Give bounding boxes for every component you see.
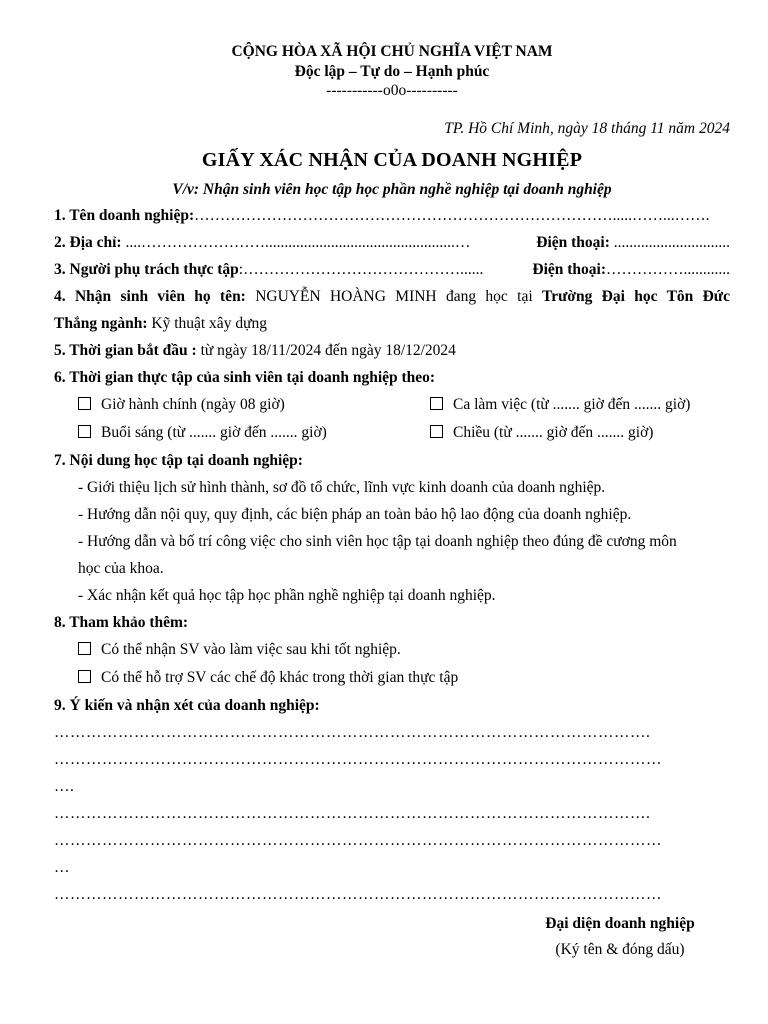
content-item: - Giới thiệu lịch sử hình thành, sơ đồ tổ chức, lĩnh vực kinh doanh của doanh nghiệp. (78, 479, 606, 496)
comment-line: …. (54, 778, 75, 795)
option-other-support[interactable] (78, 664, 730, 692)
supervisor-row (54, 256, 730, 283)
content-item: - Xác nhận kết quả học tập học phần nghề nghiệp tại doanh nghiệp. (78, 587, 496, 604)
signature-title-text: Đại diện doanh nghiệp (545, 915, 695, 932)
extra-label: 8. Tham khảo thêm: (54, 614, 189, 631)
option-shift[interactable] (430, 391, 754, 419)
address-row (54, 229, 730, 256)
content-item: - Hướng dẫn và bố trí công việc cho sinh viên học tập tại doanh nghiệp theo đúng đề cương môn (78, 533, 677, 550)
supervisor-label: 3. Người phụ trách thực tập (54, 261, 239, 278)
company-name-fill: ……………………………………………………………………….....……...……. (194, 207, 710, 224)
start-time-line (54, 337, 730, 364)
checkbox[interactable] (430, 425, 443, 438)
student-label: 4. Nhận sinh viên họ tên: (54, 288, 246, 305)
address-field[interactable] (54, 229, 470, 256)
address-fill: ....…………………….................................................… (121, 234, 471, 251)
schedule-heading (54, 364, 730, 391)
option-label: Có thể nhận SV vào làm việc sau khi tốt nghiệp. (101, 641, 401, 658)
checkbox[interactable] (78, 670, 91, 683)
document-subtitle: V/v: Nhận sinh viên học tập học phần nghề nghiệp tại doanh nghiệp (172, 181, 612, 198)
comment-line: …………………………………………………………………………………………………… (54, 832, 662, 849)
company-name-field[interactable] (54, 202, 730, 229)
checkbox[interactable] (78, 397, 91, 410)
option-office-hours[interactable] (78, 391, 430, 419)
option-morning[interactable] (78, 419, 430, 447)
extra-heading (54, 609, 730, 636)
schedule-label: 6. Thời gian thực tập của sinh viên tại doanh nghiệp theo: (54, 369, 436, 386)
content-item-cont: học của khoa. (78, 560, 164, 577)
comments-heading (54, 692, 730, 719)
start-time-value: từ ngày 18/11/2024 đến ngày 18/12/2024 (196, 342, 456, 359)
national-motto: Độc lập – Tự do – Hạnh phúc (294, 63, 490, 80)
signature-block (54, 908, 730, 968)
header-separator: -----------o0o---------- (326, 82, 458, 99)
schedule-options (78, 391, 730, 447)
comment-line: …………………………………………………………………………………………………… (54, 751, 662, 768)
signature-title (520, 912, 720, 936)
comment-line: … (54, 859, 70, 876)
school-name: Trường Đại học Tôn Đức (542, 288, 730, 305)
company-name-label: 1. Tên doanh nghiệp: (54, 207, 195, 224)
student-major-line (54, 310, 730, 337)
company-phone-fill: .............................. (609, 234, 730, 251)
supervisor-fill: :……………………………………...... (238, 261, 484, 278)
company-phone-field[interactable] (536, 229, 730, 256)
comments-area[interactable] (54, 719, 730, 908)
supervisor-phone-field[interactable] (532, 256, 730, 283)
comments-label: 9. Ý kiến và nhận xét của doanh nghiệp: (54, 697, 320, 714)
content-label: 7. Nội dung học tập tại doanh nghiệp: (54, 452, 303, 469)
comment-line: …………………………………………………………………………………………………. (54, 805, 651, 822)
option-label: Buổi sáng (từ ....... giờ đến ....... giờ) (101, 424, 327, 441)
option-hire-after-graduation[interactable] (78, 636, 730, 664)
major-label: ngành: (97, 315, 148, 332)
option-label: Có thể hỗ trợ SV các chế độ khác trong thời gian thực tập (101, 669, 459, 686)
checkbox[interactable] (78, 642, 91, 655)
option-label: Ca làm việc (từ ....... giờ đến ....... giờ) (453, 396, 691, 413)
student-name: NGUYỄN HOÀNG MINH đang học tại (245, 288, 542, 305)
option-afternoon[interactable] (430, 419, 754, 447)
date-line: TP. Hồ Chí Minh, ngày 18 tháng 11 năm 2024 (444, 120, 730, 137)
major-value: Kỹ thuật xây dựng (147, 315, 267, 332)
comment-line: …………………………………………………………………………………………………. (54, 724, 651, 741)
content-heading (54, 447, 730, 474)
supervisor-phone-label: Điện thoại: (532, 261, 606, 278)
signature-note: (Ký tên & đóng dấu) (555, 941, 685, 958)
address-label: 2. Địa chỉ: (54, 234, 122, 251)
document-page (54, 40, 730, 968)
company-phone-label: Điện thoại: (536, 234, 610, 251)
national-title: CỘNG HÒA XÃ HỘI CHỦ NGHĨA VIỆT NAM (231, 43, 553, 60)
content-item: - Hướng dẫn nội quy, quy định, các biện pháp an toàn bảo hộ lao động của doanh nghiệp. (78, 506, 632, 523)
option-label: Giờ hành chính (ngày 08 giờ) (101, 396, 285, 413)
school-name-cont: Thắng (54, 315, 98, 332)
checkbox[interactable] (430, 397, 443, 410)
comment-line: …………………………………………………………………………………………………… (54, 886, 662, 903)
student-line (54, 283, 730, 310)
document-title: GIẤY XÁC NHẬN CỦA DOANH NGHIỆP (201, 149, 583, 171)
supervisor-phone-fill: ……………............ (606, 261, 730, 278)
option-label: Chiều (từ ....... giờ đến ....... giờ) (453, 424, 654, 441)
start-time-label: 5. Thời gian bắt đầu : (54, 342, 197, 359)
checkbox[interactable] (78, 425, 91, 438)
supervisor-field[interactable] (54, 256, 483, 283)
